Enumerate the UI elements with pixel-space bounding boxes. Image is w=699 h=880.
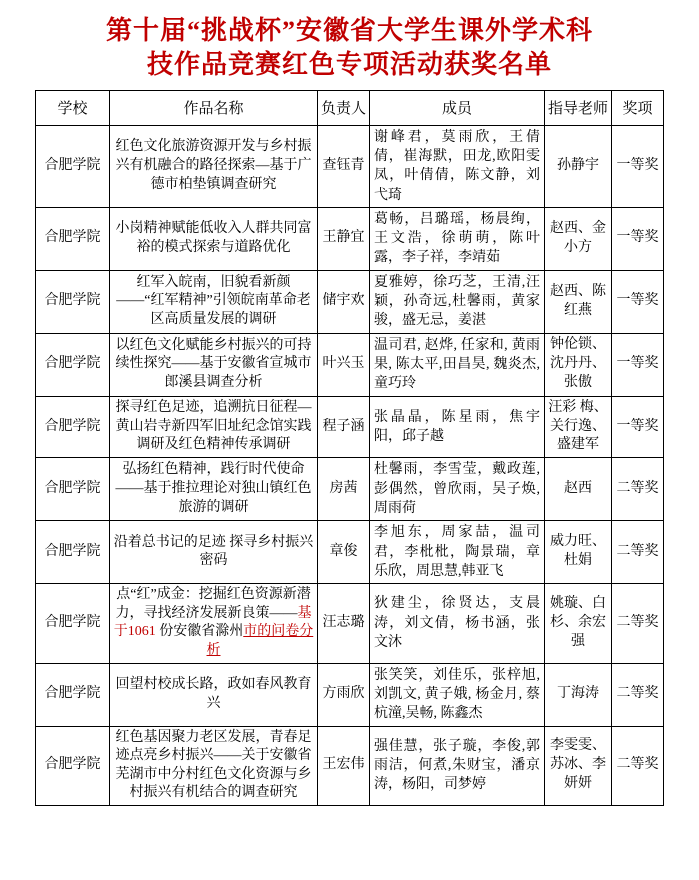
page <box>0 14 699 806</box>
school-cell: 合肥学院 <box>36 396 110 458</box>
header-row <box>36 90 664 125</box>
leader-cell: 汪志璐 <box>318 584 370 663</box>
col-header-advisors: 指导老师 <box>545 90 612 125</box>
award-cell: 二等奖 <box>612 726 664 805</box>
work-title-cell <box>110 270 318 333</box>
work-title-segment: 红色文化旅游资源开发与乡村振兴有机融合的路径探索—基于广德市柏垫镇调查研究 <box>115 139 312 192</box>
members-cell: 夏雅婷，徐巧芝，王清,汪颖，孙奇远,杜馨雨，黄家骏，盛无忌，姜湛 <box>370 270 545 333</box>
advisors-cell: 李雯雯、苏冰、李妍妍 <box>545 726 612 805</box>
col-header-leader: 负责人 <box>318 90 370 125</box>
school-cell: 合肥学院 <box>36 270 110 333</box>
table-row <box>36 270 664 333</box>
award-cell: 一等奖 <box>612 396 664 458</box>
work-title-segment: 探寻红色足迹，追溯抗日征程—黄山岩寺新四军旧址纪念馆实践调研及红色精神传承调研 <box>115 400 312 453</box>
work-title-segment: 份安徽省滁州 <box>155 624 244 640</box>
work-title-segment: 小岗精神赋能低收入人群共同富裕的模式探索与道路优化 <box>115 221 312 255</box>
members-cell: 张晶晶，陈星雨，焦宇阳，邱子越 <box>370 396 545 458</box>
members-cell: 张笑笑，刘佳乐，张梓旭, 刘凯文, 黄子娥, 杨金月, 蔡杭潼,吴畅, 陈鑫杰 <box>370 663 545 726</box>
work-title-segment: 红色基因聚力老区发展，青春足迹点亮乡村振兴——关于安徽省芜湖市中分村红色文化资源与乡村振兴有机结合的调查研究 <box>115 729 312 801</box>
work-title-cell <box>110 396 318 458</box>
awards-table <box>35 90 664 806</box>
work-title-cell <box>110 584 318 663</box>
school-cell: 合肥学院 <box>36 458 110 521</box>
leader-cell: 叶兴玉 <box>318 333 370 396</box>
award-cell: 二等奖 <box>612 521 664 584</box>
work-title-cell <box>110 333 318 396</box>
col-header-award: 奖项 <box>612 90 664 125</box>
leader-cell: 方雨欣 <box>318 663 370 726</box>
doc-title-line1: 第十届“挑战杯”安徽省大学生课外学术科 <box>105 16 593 45</box>
advisors-cell: 赵西、陈红燕 <box>545 270 612 333</box>
school-cell: 合肥学院 <box>36 663 110 726</box>
school-cell: 合肥学院 <box>36 726 110 805</box>
work-title-segment: 沿着总书记的足迹 探寻乡村振兴密码 <box>113 534 314 569</box>
col-header-school: 学校 <box>36 90 110 125</box>
table-row <box>36 396 664 458</box>
advisors-cell: 赵西 <box>545 458 612 521</box>
advisors-cell: 姚璇、白杉、余宏强 <box>545 584 612 663</box>
members-cell: 狄建尘，徐贤达，支晨涛，刘文倩，杨书涵，张文沐 <box>370 584 545 663</box>
award-cell: 一等奖 <box>612 125 664 207</box>
school-cell: 合肥学院 <box>36 125 110 207</box>
school-cell: 合肥学院 <box>36 333 110 396</box>
leader-cell: 王宏伟 <box>318 726 370 805</box>
members-cell: 李旭东，周家喆，温司君，李枇枇，陶景瑞，章乐欣，周思慧,韩亚飞 <box>370 521 545 584</box>
members-cell: 强佳慧，张子璇，李俊,郭雨洁，何煮,朱财宝，潘京涛，杨阳，司梦婷 <box>370 726 545 805</box>
leader-cell: 查钰青 <box>318 125 370 207</box>
school-cell: 合肥学院 <box>36 521 110 584</box>
work-title-segment: 基于1061 <box>113 605 312 640</box>
work-title-cell <box>110 125 318 207</box>
table-row <box>36 584 664 663</box>
work-title-cell <box>110 458 318 521</box>
col-header-work: 作品名称 <box>110 90 318 125</box>
advisors-cell: 威力旺、杜娟 <box>545 521 612 584</box>
leader-cell: 王静宜 <box>318 207 370 270</box>
award-cell: 二等奖 <box>612 663 664 726</box>
members-cell: 杜馨雨，李雪莹，戴政莲,彭偶然，曾欣雨，吴子焕, 周雨荷 <box>370 458 545 521</box>
work-title-segment: 红军入皖南，旧貌看新颜——“红军精神”引领皖南革命老区高质量发展的调研 <box>116 274 311 328</box>
work-title-cell <box>110 663 318 726</box>
table-row <box>36 458 664 521</box>
work-title-segment: 弘扬红色精神，践行时代使命——基于推拉理论对独山镇红色旅游的调研 <box>115 462 312 515</box>
work-title-cell <box>110 521 318 584</box>
members-cell: 谢峰君，莫雨欣，王倩倩，崔海默，田龙,欧阳雯凤，叶倩倩，陈文静，刘弋琦 <box>370 125 545 207</box>
table-row <box>36 521 664 584</box>
leader-cell: 储宇欢 <box>318 270 370 333</box>
table-row <box>36 663 664 726</box>
award-cell: 一等奖 <box>612 333 664 396</box>
advisors-cell: 丁海涛 <box>545 663 612 726</box>
table-row <box>36 333 664 396</box>
work-title-segment: 回望村校成长路，政如春风教育兴 <box>115 677 312 711</box>
award-cell: 一等奖 <box>612 270 664 333</box>
table-row <box>36 207 664 270</box>
members-cell: 温司君, 赵烨, 任家和, 黄雨果, 陈太平,田昌昊, 魏炎杰, 童巧玲 <box>370 333 545 396</box>
table-row <box>36 125 664 207</box>
leader-cell: 房茜 <box>318 458 370 521</box>
table-row <box>36 726 664 805</box>
advisors-cell: 孙静宇 <box>545 125 612 207</box>
award-cell: 二等奖 <box>612 584 664 663</box>
work-title-cell <box>110 207 318 270</box>
awards-table-body <box>36 125 664 805</box>
doc-title <box>30 14 669 82</box>
work-title-segment: 市的问卷分析 <box>206 624 314 659</box>
school-cell: 合肥学院 <box>36 584 110 663</box>
work-title-segment: 点“红”成金：挖掘红色资源新潜力，寻找经济发展新良策—— <box>115 587 311 621</box>
work-title-segment: 以红色文化赋能乡村振兴的可持续性探究——基于安徽省宣城市郎溪县调查分析 <box>115 337 312 390</box>
advisors-cell: 汪彩 梅、关行逸、盛建军 <box>545 396 612 458</box>
col-header-members: 成员 <box>370 90 545 125</box>
members-cell: 葛畅，吕璐瑶，杨晨绚，王文浩，徐萌萌，陈叶露，李子祥，李靖茹 <box>370 207 545 270</box>
leader-cell: 程子涵 <box>318 396 370 458</box>
award-cell: 一等奖 <box>612 207 664 270</box>
school-cell: 合肥学院 <box>36 207 110 270</box>
work-title-cell <box>110 726 318 805</box>
leader-cell: 章俊 <box>318 521 370 584</box>
advisors-cell: 钟伦锁、沈丹丹、张傲 <box>545 333 612 396</box>
award-cell: 二等奖 <box>612 458 664 521</box>
doc-title-line2: 技作品竞赛红色专项活动获奖名单 <box>146 49 552 79</box>
advisors-cell: 赵西、金小方 <box>545 207 612 270</box>
